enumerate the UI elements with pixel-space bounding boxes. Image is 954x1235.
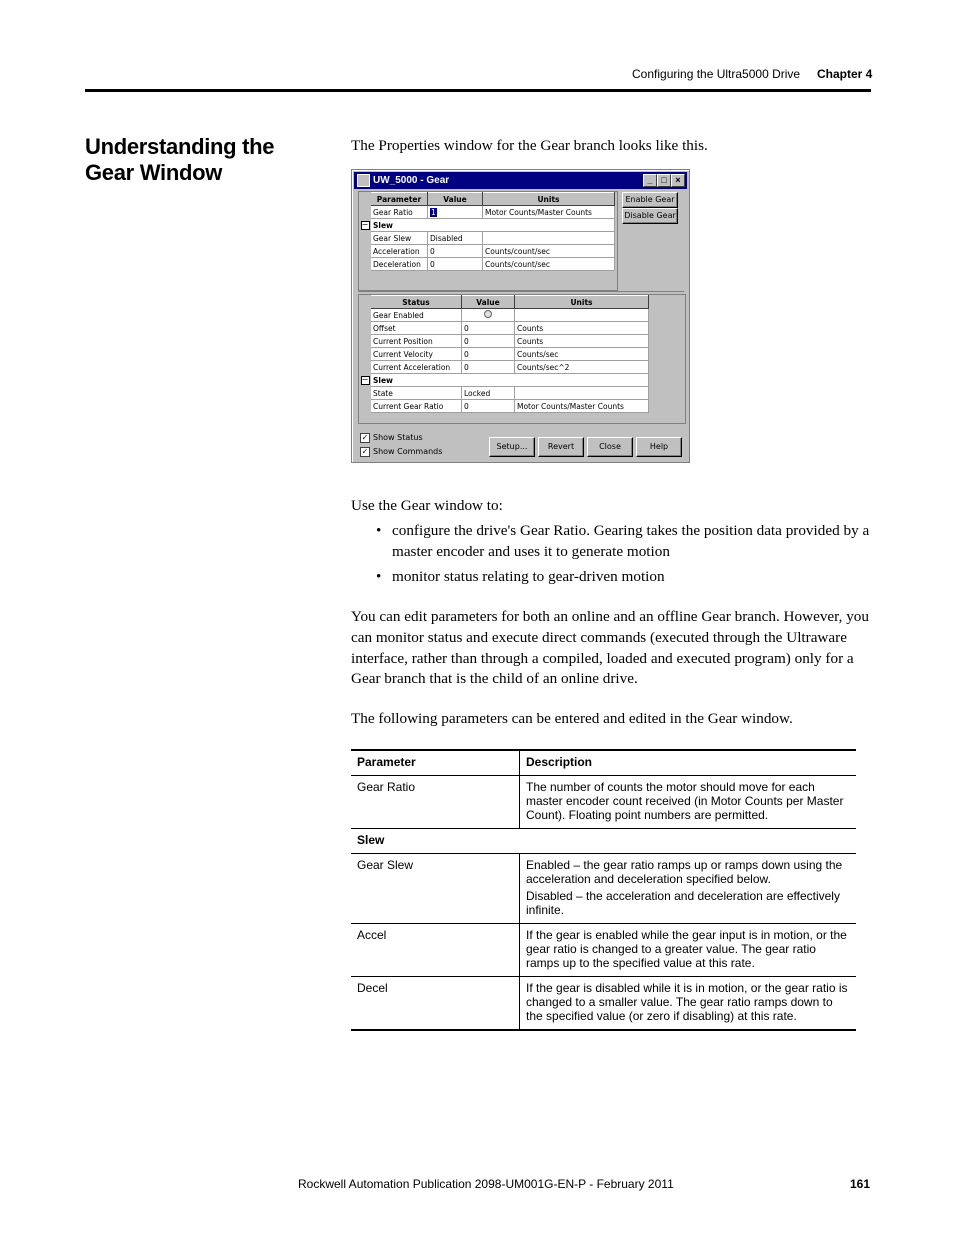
param-description: If the gear is enabled while the gear input is in motion, or the gear ratio is changed to a greater value. The gear ratio ramps up to the specified value at this rate. <box>520 924 857 977</box>
param-description <box>520 854 857 924</box>
usage-list <box>372 521 872 591</box>
window-title: UW_5000 - Gear <box>373 175 450 186</box>
param-name: Gear Slew <box>351 854 520 924</box>
param-description: The number of counts the motor should move for each master encoder count received (in Motor Counts per Master Count). Floating point numbers are permitted. <box>520 776 857 829</box>
usage-intro: Use the Gear window to: <box>351 497 503 514</box>
running-header-section: Configuring the Ultra5000 Drive <box>632 67 801 81</box>
checkmark-icon: ✓ <box>361 432 369 442</box>
table-header-description: Description <box>520 750 857 776</box>
group-label: Slew <box>351 829 856 854</box>
table-group-row <box>351 829 856 854</box>
status-row <box>360 348 649 361</box>
app-icon <box>357 174 370 187</box>
col-header-value: Value <box>462 296 515 309</box>
minimize-icon[interactable]: _ <box>643 174 657 187</box>
status-row <box>360 322 649 335</box>
parameter-table <box>351 749 856 1031</box>
grid-cell: 0 <box>462 348 515 361</box>
grid-row[interactable] <box>360 258 615 271</box>
status-row <box>360 335 649 348</box>
list-item: • configure the drive's Gear Ratio. Gearing takes the position data provided by a master encoder and uses it to generate motion <box>376 522 870 560</box>
grid-cell: Counts/count/sec <box>483 258 615 271</box>
disable-gear-button[interactable]: Disable Gear <box>622 208 678 224</box>
gear-ratio-input[interactable]: 1 <box>428 206 483 219</box>
col-header-parameter: Parameter <box>371 193 428 206</box>
checkbox-label: Show Status <box>373 433 423 442</box>
grid-cell[interactable]: Disabled <box>428 232 483 245</box>
grid-cell[interactable]: 0 <box>428 258 483 271</box>
table-row <box>351 977 856 1031</box>
revert-button[interactable]: Revert <box>538 437 584 457</box>
checkmark-icon: ✓ <box>361 446 369 456</box>
table-row <box>351 854 856 924</box>
grid-cell: Gear Ratio <box>371 206 428 219</box>
commands-grid <box>358 191 618 291</box>
table-row <box>351 776 856 829</box>
grid-cell: Motor Counts/Master Counts <box>483 206 615 219</box>
gear-window-screenshot <box>351 169 690 463</box>
grid-group-row[interactable] <box>360 219 615 232</box>
col-header-units: Units <box>483 193 615 206</box>
grid-cell: Acceleration <box>371 245 428 258</box>
grid-group-label: Slew <box>371 374 649 387</box>
grid-cell: Counts/sec <box>515 348 649 361</box>
collapse-icon[interactable]: − <box>361 220 369 229</box>
grid-cell: Current Acceleration <box>371 361 462 374</box>
param-description: If the gear is disabled while it is in motion, or the gear ratio is changed to a smaller value. The gear ratio ramps down to the specified value (or zero if disabling) at this rate. <box>520 977 857 1031</box>
grid-cell <box>515 387 649 400</box>
table-row <box>351 924 856 977</box>
status-row <box>360 309 649 322</box>
grid-cell: 0 <box>462 400 515 413</box>
grid-cell: Locked <box>462 387 515 400</box>
status-grid <box>358 294 686 424</box>
col-header-status: Status <box>371 296 462 309</box>
grid-cell: Gear Slew <box>371 232 428 245</box>
header-rule <box>85 89 871 92</box>
checkbox-label: Show Commands <box>373 447 443 456</box>
show-commands-checkbox[interactable] <box>360 446 442 457</box>
intro-text: The Properties window for the Gear branch looks like this. <box>351 137 708 154</box>
grid-cell: Counts/sec^2 <box>515 361 649 374</box>
grid-cell: Counts/count/sec <box>483 245 615 258</box>
page-number: 161 <box>850 1177 871 1191</box>
grid-cell: Counts <box>515 335 649 348</box>
grid-cell: 0 <box>462 361 515 374</box>
grid-cell <box>515 309 649 322</box>
param-name: Decel <box>351 977 520 1031</box>
gear-enabled-indicator <box>462 309 515 322</box>
led-off-icon <box>484 310 492 318</box>
list-item: • monitor status relating to gear-driven motion <box>376 567 665 585</box>
setup-button[interactable]: Setup... <box>489 437 535 457</box>
grid-cell: Gear Enabled <box>371 309 462 322</box>
description-disabled: Disabled – the acceleration and deceleration are effectively infinite. <box>526 889 840 917</box>
status-row <box>360 361 649 374</box>
help-button[interactable]: Help <box>636 437 682 457</box>
grid-cell <box>483 232 615 245</box>
grid-cell: Offset <box>371 322 462 335</box>
show-status-checkbox[interactable] <box>360 432 423 443</box>
col-header-units: Units <box>515 296 649 309</box>
section-heading: Understanding the Gear Window <box>85 134 275 185</box>
grid-cell: Current Position <box>371 335 462 348</box>
description-enabled: Enabled – the gear ratio ramps up or ramps down using the acceleration and deceleration specified below. <box>526 858 843 886</box>
body-paragraph: You can edit parameters for both an online and an offline Gear branch. However, you can monitor status and execute direct commands (executed through the Ultraware interface, rather than through a compiled, loaded and executed program) only for a Gear branch that is the child of an online drive. <box>351 608 869 688</box>
status-row <box>360 400 649 413</box>
window-titlebar <box>354 172 687 189</box>
close-icon[interactable]: × <box>671 174 685 187</box>
grid-cell: Current Gear Ratio <box>371 400 462 413</box>
running-header-chapter: Chapter 4 <box>817 67 873 81</box>
close-button[interactable]: Close <box>587 437 633 457</box>
table-header-parameter: Parameter <box>351 750 520 776</box>
grid-row[interactable] <box>360 232 615 245</box>
grid-cell: State <box>371 387 462 400</box>
col-header-value: Value <box>428 193 483 206</box>
grid-row[interactable] <box>360 206 615 219</box>
grid-group-label: Slew <box>371 219 615 232</box>
enable-gear-button[interactable]: Enable Gear <box>622 192 678 208</box>
grid-cell: Motor Counts/Master Counts <box>515 400 649 413</box>
grid-cell: Counts <box>515 322 649 335</box>
footer-publication: Rockwell Automation Publication 2098-UM001G-EN-P - February 2011 <box>298 1177 674 1191</box>
grid-cell: 0 <box>462 322 515 335</box>
maximize-icon[interactable]: □ <box>657 174 671 187</box>
grid-row[interactable] <box>360 245 615 258</box>
body-paragraph: The following parameters can be entered and edited in the Gear window. <box>351 710 793 727</box>
grid-cell: 0 <box>462 335 515 348</box>
grid-cell: Current Velocity <box>371 348 462 361</box>
grid-cell: Deceleration <box>371 258 428 271</box>
status-row <box>360 387 649 400</box>
grid-cell[interactable]: 0 <box>428 245 483 258</box>
collapse-icon[interactable]: − <box>361 375 369 384</box>
param-name: Accel <box>351 924 520 977</box>
status-group-row[interactable] <box>360 374 649 387</box>
param-name: Gear Ratio <box>351 776 520 829</box>
